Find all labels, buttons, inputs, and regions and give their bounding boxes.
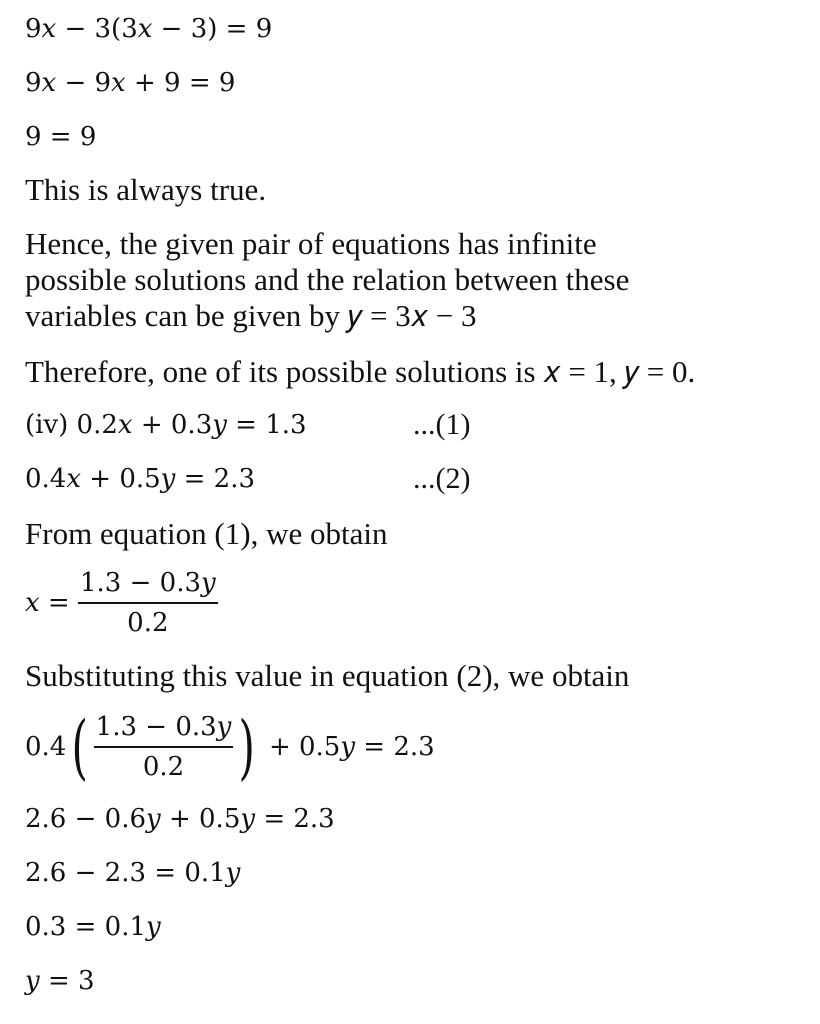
x-fraction xyxy=(78,568,218,638)
conclusion-line-1: Hence, the given pair of equations has infinite xyxy=(25,226,597,261)
part-iv-equation-1: (iv) 0.2𝑥 + 0.3𝑦 = 1.3 xyxy=(25,410,307,440)
from-equation-statement: From equation (1), we obtain xyxy=(25,516,388,551)
equation-line-14: 0.3 = 0.1𝑦 xyxy=(25,912,161,942)
substituted-equation-rest: + 0.5𝑦 = 2.3 xyxy=(268,732,435,762)
substituted-fraction xyxy=(94,712,234,782)
right-paren: ) xyxy=(238,706,256,788)
substituted-fraction-denominator: 0.2 xyxy=(142,752,185,782)
equation-line-2: 9𝑥 − 9𝑥 + 9 = 9 xyxy=(25,68,236,98)
equation-tag-1: ...(1) xyxy=(413,408,471,441)
x-fraction-numerator: 1.3 − 0.3𝑦 xyxy=(78,568,218,604)
equation-line-12: 2.6 − 0.6𝑦 + 0.5𝑦 = 2.3 xyxy=(25,804,335,834)
substituted-equation xyxy=(25,706,435,788)
equation-line-3: 9 = 9 xyxy=(25,122,97,152)
substituting-statement: Substituting this value in equation (2), we obtain xyxy=(25,658,630,693)
x-fraction-denominator: 0.2 xyxy=(127,608,169,638)
equation-line-15: 𝑦 = 3 xyxy=(25,966,95,996)
equation-tag-2: ...(2) xyxy=(413,462,471,495)
part-iv-equation-2: 0.4𝑥 + 0.5𝑦 = 2.3 xyxy=(25,464,256,494)
coefficient-label: 0.4 xyxy=(25,732,67,762)
conclusion-paragraph xyxy=(25,226,629,334)
equation-line-13: 2.6 − 2.3 = 0.1𝑦 xyxy=(25,858,241,888)
x-equals-label: 𝑥 = xyxy=(25,588,70,618)
possible-solution-statement: Therefore, one of its possible solutions is 𝑥 = 1, 𝑦 = 0. xyxy=(25,354,696,389)
left-paren: ( xyxy=(71,706,89,788)
conclusion-line-3: variables can be given by 𝑦 = 3𝑥 − 3 xyxy=(25,298,477,333)
x-expression xyxy=(25,568,218,638)
equation-line-1: 9𝑥 − 3(3𝑥 − 3) = 9 xyxy=(25,14,273,44)
statement-always-true: This is always true. xyxy=(25,172,267,207)
substituted-fraction-numerator: 1.3 − 0.3𝑦 xyxy=(94,712,234,748)
conclusion-line-2: possible solutions and the relation between these xyxy=(25,262,630,297)
